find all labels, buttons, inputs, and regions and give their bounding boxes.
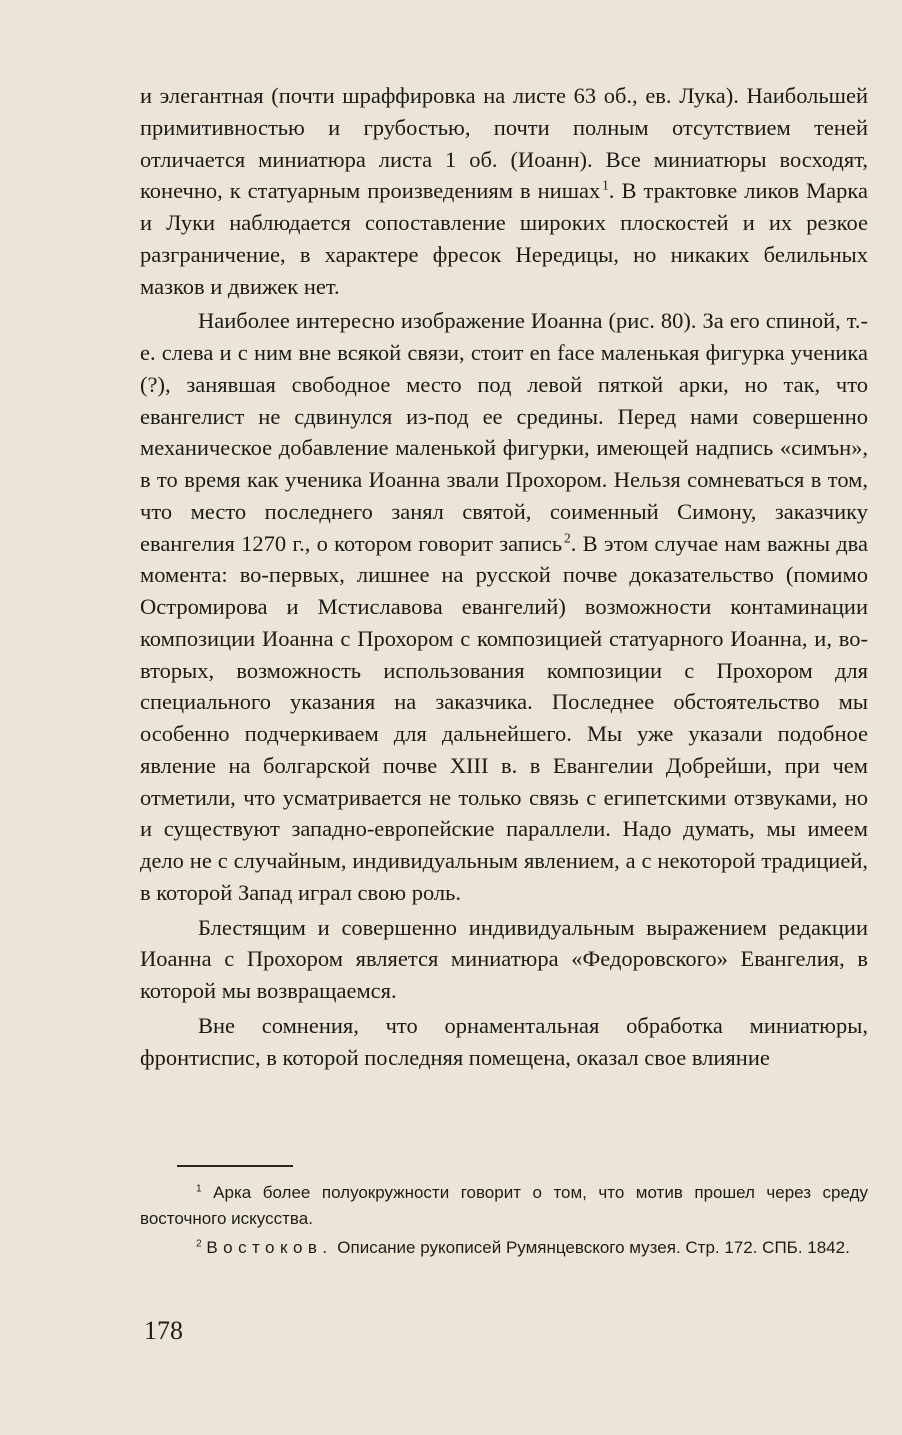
paragraph-3 [140, 912, 868, 1007]
footnote-divider [177, 1165, 293, 1167]
paragraph-2-text: Наиболее интересно изображение Иоанна (рис. 80). За его спиной, т.-е. слева и с ним вне всякой связи, стоит en face маленькая фигурка ученика (?), занявшая свободное место под левой пяткой арки, но так, что евангелист не сдвинулся из-под ее средины. Перед нами совершенно механическое добавление маленькой фигурки, имеющей надпись «симън», в то время как ученика Иоанна звали Прохором. Нельзя сомневаться в том, что место последнего занял святой, соименный Симону, заказчику евангелия 1270 г., о котором говорит запись [140, 308, 868, 556]
main-text [140, 80, 868, 1073]
footnote-ref-2: 2 [564, 530, 571, 545]
footnote-2 [140, 1235, 868, 1261]
page-number: 178 [144, 1316, 183, 1345]
paragraph-2 [140, 305, 868, 908]
paragraph-1 [140, 80, 868, 302]
footnote-1-mark: 1 [196, 1183, 202, 1195]
footnote-2-mark: 2 [196, 1238, 202, 1250]
footnotes [140, 1180, 868, 1264]
paragraph-2-continuation: . В этом случае нам важны два момента: во-первых, лишнее на русской почве доказательство (помимо Остромирова и Мстиславова евангелий) возможности контаминации композиции Иоанна с Прохором с композицией статуарного Иоанна, и, во-вторых, возможность использования композиции с Прохором для специального указания на заказчика. Последнее обстоятельство мы особенно подчеркиваем для дальнейшего. Мы уже указали подобное явление на болгарской почве XIII в. в Евангелии Добрейши, при чем отметили, что усматривается не только связь с египетскими отзвуками, но и существуют западно-европейские параллели. Надо думать, мы имеем дело не с случайным, индивидуальным явлением, а с некоторой традицией, в которой Запад играл свою роль. [140, 530, 868, 905]
paragraph-3-text: Блестящим и совершенно индивидуальным выражением редакции Иоанна с Прохором является миниатюра «Федоровского» Евангелия, в которой мы возвращаемся. [140, 914, 868, 1003]
paragraph-4-text: Вне сомнения, что орнаментальная обработка миниатюры, фронтиспис, в которой последняя помещена, оказал свое влияние [140, 1012, 868, 1070]
paragraph-4 [140, 1010, 868, 1074]
footnote-1 [140, 1180, 868, 1232]
paragraph-1-continuation: . В трактовке ликов Марка и Луки наблюдается сопоставление широких плоскостей и их резкое разграничение, в характере фресок Нередицы, но никаких белильных мазков и движек нет. [140, 178, 868, 299]
footnote-2-author: Востоков. [206, 1238, 333, 1257]
footnote-ref-1: 1 [602, 177, 609, 193]
paragraph-1-text: и элегантная (почти шраффировка на листе 63 об., ев. Лука). Наибольшей примитивностью и грубостью, почти полным отсутствием теней отличается миниатюра листа 1 об. (Иоанн). Все миниатюры восходят, конечно, к статуарным произведениям в нишах [140, 83, 868, 204]
footnote-2-text: Описание рукописей Румянцевского музея. Стр. 172. СПБ. 1842. [337, 1238, 850, 1257]
footnote-1-text: Арка более полуокружности говорит о том, что мотив прошел через среду восточного искусства. [140, 1183, 868, 1228]
